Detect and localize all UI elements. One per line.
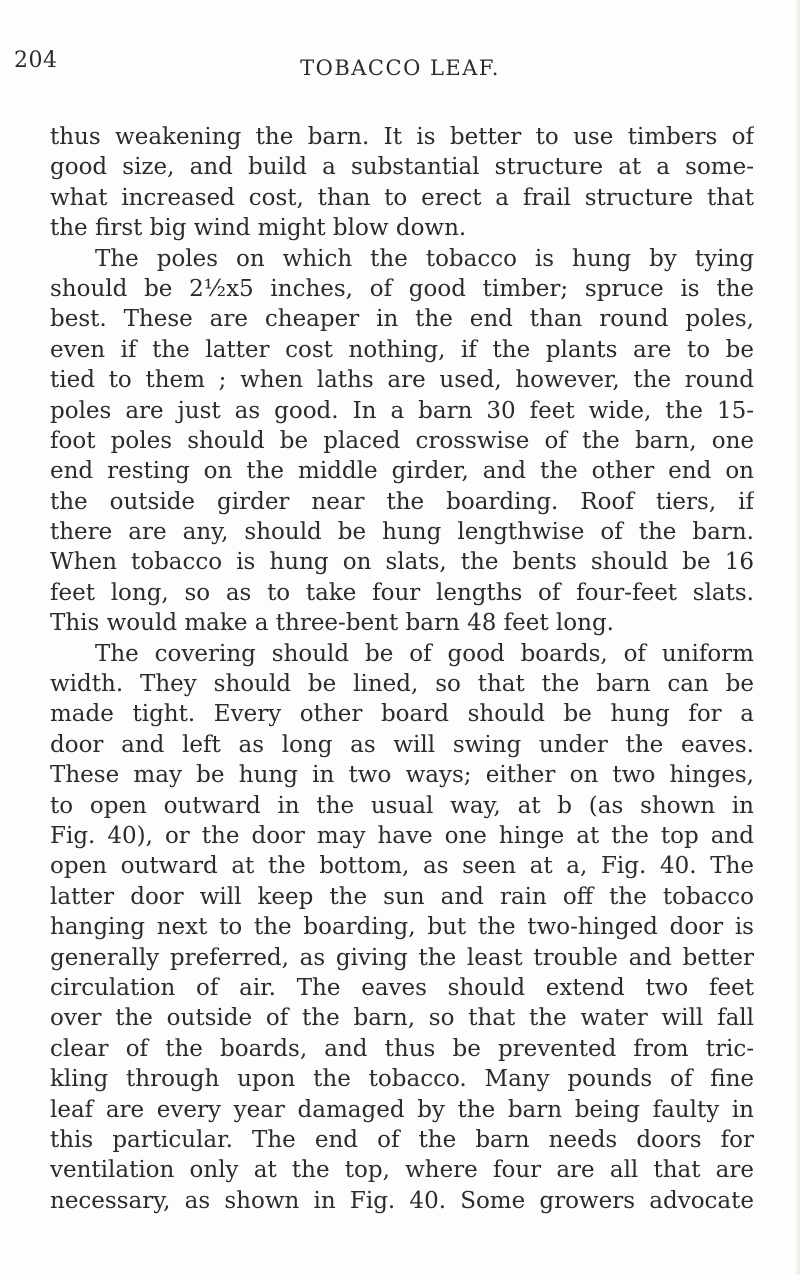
text-line: generally preferred, as giving the least trouble and better [50,944,754,971]
text-line: Fig. 40), or the door may have one hinge at the top and [50,822,754,849]
text-line: should be 2½x5 inches, of good timber; spruce is the [50,275,754,302]
text-line: made tight. Every other board should be hung for a [50,701,754,728]
text-line: These may be hung in two ways; either on two hinges, [50,762,754,789]
text-line: poles are just as good. In a barn 30 feet wide, the 15- [50,397,754,424]
text-line: circulation of air. The eaves should extend two feet [50,974,754,1001]
text-line: feet long, so as to take four lengths of four-feet slats. [50,579,754,606]
text-line: clear of the boards, and thus be prevented from tric- [50,1035,754,1062]
text-line: to open outward in the usual way, at b (as shown in [50,792,754,819]
text-line: When tobacco is hung on slats, the bents should be 16 [50,549,754,576]
text-line: good size, and build a substantial structure at a some- [50,154,754,181]
text-line: ventilation only at the top, where four are all that are [50,1157,754,1184]
text-line: door and left as long as will swing under the eaves. [50,731,754,758]
text-line: best. These are cheaper in the end than round poles, [50,306,754,333]
text-line: thus weakening the barn. It is better to use timbers of [50,124,754,150]
text-line: open outward at the bottom, as seen at a, Fig. 40. The [50,853,754,880]
text-line: foot poles should be placed crosswise of the barn, one [50,427,754,454]
text-line: necessary, as shown in Fig. 40. Some growers advocate [50,1187,754,1214]
text-line: tied to them ; when laths are used, however, the round [50,367,754,394]
text-line: the first big wind might blow down. [50,215,467,242]
page-edge-shadow [794,0,800,1275]
running-head: TOBACCO LEAF. [300,56,500,80]
page-number: 204 [14,48,58,73]
text-line: leaf are every year damaged by the barn being faulty in [50,1096,754,1123]
text-line: width. They should be lined, so that the barn can be [50,671,754,698]
paragraph-start-line: The covering should be of good boards, of uniform [95,640,754,667]
text-line: kling through upon the tobacco. Many pounds of fine [50,1066,754,1093]
text-line: hanging next to the boarding, but the two-hinged door is [50,914,754,941]
text-line: This would make a three-bent barn 48 feet long. [50,610,614,637]
text-line: over the outside of the barn, so that the water will fall [50,1005,754,1032]
text-line: what increased cost, than to erect a frail structure that [50,184,754,211]
text-line: latter door will keep the sun and rain off the tobacco [50,883,754,910]
text-line: end resting on the middle girder, and the other end on [50,458,754,485]
text-line: even if the latter cost nothing, if the plants are to be [50,336,754,363]
text-line: there are any, should be hung lengthwise of the barn. [50,519,754,546]
text-line: this particular. The end of the barn needs doors for [50,1126,754,1153]
paragraph-start-line: The poles on which the tobacco is hung by tying [95,245,754,272]
body-text [50,122,754,1216]
text-line: the outside girder near the boarding. Roof tiers, if [50,488,754,515]
